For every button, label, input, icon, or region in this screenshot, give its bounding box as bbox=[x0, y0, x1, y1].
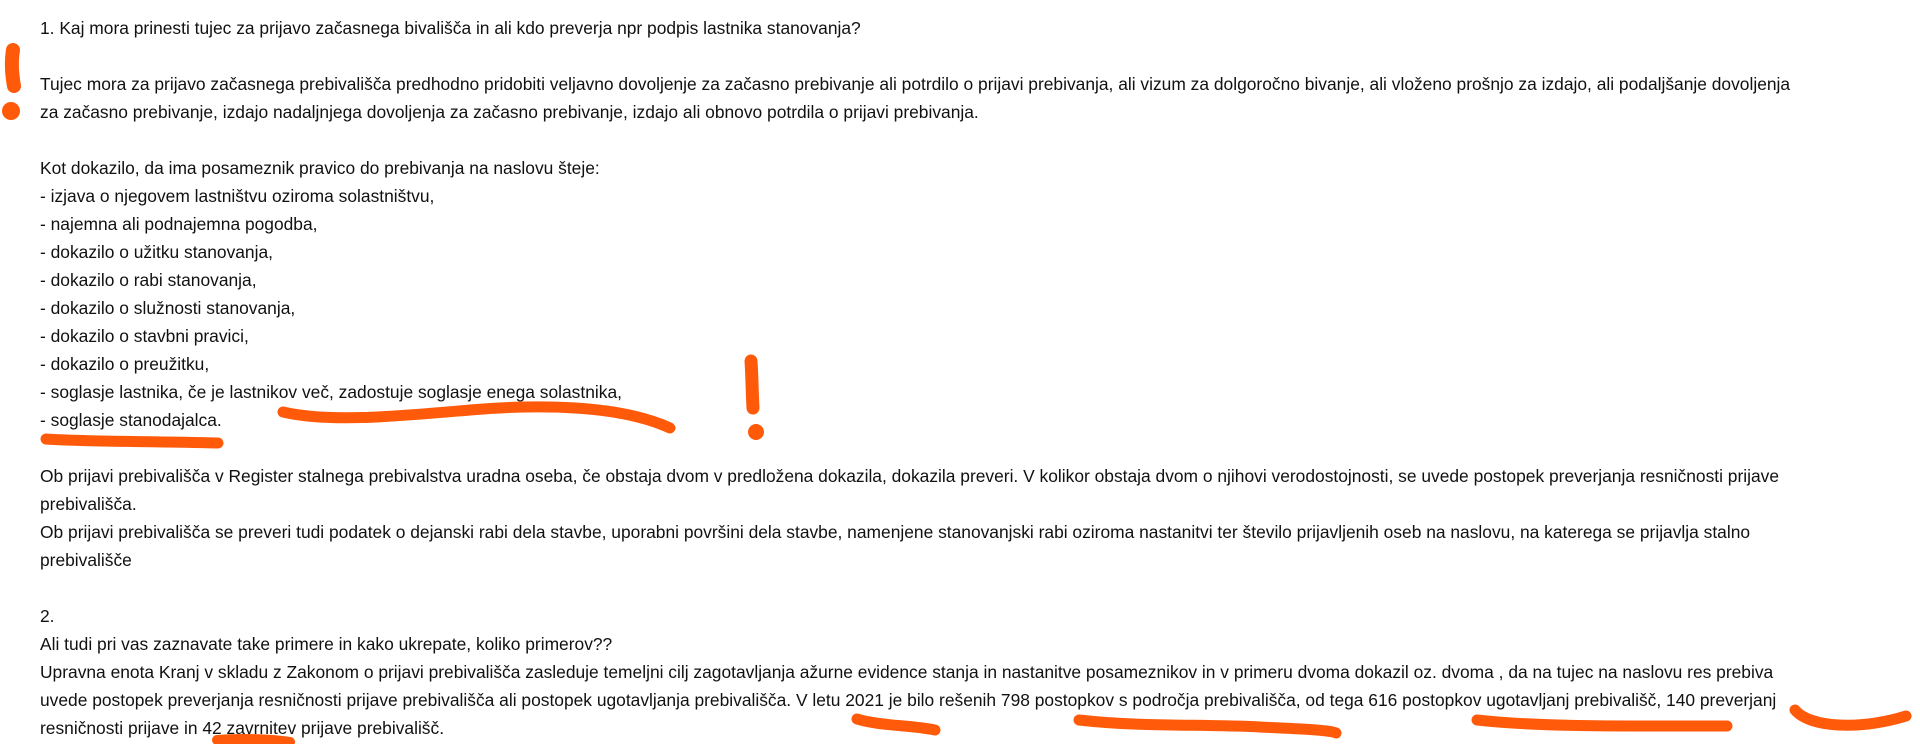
evidence-item: - dokazilo o stavbni pravici, bbox=[40, 326, 249, 346]
answer-2-line-2: uvede postopek preverjanja resničnosti prijave prebivališča ali postopek ugotavljanja prebivališča. V letu 2021 je bilo rešenih 798 postopkov s področja prebivališča, od tega 616 postopkov ugotavljanj prebivališč, 140 preverjanj bbox=[40, 690, 1777, 710]
verification-line-4: prebivališče bbox=[40, 550, 132, 570]
answer-1-line-1: Tujec mora za prijavo začasnega prebivališča predhodno pridobiti veljavno dovoljenje za začasno prebivanje ali potrdilo o prijavi prebivanja, ali vizum za dolgoročno bivanje, ali vloženo prošnjo za izdajo, ali podaljšanje dovoljenja bbox=[40, 74, 1791, 94]
answer-1-line-2: za začasno prebivanje, izdajo nadaljnjega dovoljenja za začasno prebivanje, izdajo ali obnovo potrdila o prijavi prebivanja. bbox=[40, 102, 979, 122]
verification-line-2: prebivališča. bbox=[40, 494, 137, 514]
document-body bbox=[40, 14, 1920, 742]
question-1: 1. Kaj mora prinesti tujec za prijavo začasnega bivališča in ali kdo preverja npr podpis lastnika stanovanja? bbox=[40, 18, 861, 38]
evidence-item: - dokazilo o rabi stanovanja, bbox=[40, 270, 257, 290]
evidence-item: - soglasje stanodajalca. bbox=[40, 410, 222, 430]
question-2: Ali tudi pri vas zaznavate take primere in kako ukrepate, koliko primerov?? bbox=[40, 634, 613, 654]
evidence-item: - dokazilo o užitku stanovanja, bbox=[40, 242, 273, 262]
evidence-item: - dokazilo o služnosti stanovanja, bbox=[40, 298, 296, 318]
question-2-number: 2. bbox=[40, 606, 55, 626]
answer-2-line-1: Upravna enota Kranj v skladu z Zakonom o prijavi prebivališča zasleduje temeljni cilj zagotavljanja ažurne evidence stanja in nastanitve posameznikov in v primeru dvoma dokazil oz. dvoma , da na tujec na naslovu res prebiva bbox=[40, 662, 1774, 682]
verification-line-1: Ob prijavi prebivališča v Register stalnega prebivalstva uradna oseba, če obstaja dvom v predložena dokazila, dokazila preveri. V kolikor obstaja dvom o njihovi verodostojnosti, se uvede postopek preverjanja resničnosti prijave bbox=[40, 466, 1780, 486]
answer-2-line-3: resničnosti prijave in 42 zavrnitev prijave prebivališč. bbox=[40, 718, 445, 738]
evidence-item: - najemna ali podnajemna pogodba, bbox=[40, 214, 318, 234]
exclamation-mark-left bbox=[12, 50, 14, 86]
evidence-intro: Kot dokazilo, da ima posameznik pravico do prebivanja na naslovu šteje: bbox=[40, 158, 600, 178]
exclamation-dot-left bbox=[2, 102, 20, 120]
verification-line-3: Ob prijavi prebivališča se preveri tudi podatek o dejanski rabi dela stavbe, uporabni površini dela stavbe, namenjene stanovanjski rabi oziroma nastanitvi ter število prijavljenih oseb na naslovu, na katerega se prijavlja stalno bbox=[40, 522, 1751, 542]
evidence-item: - dokazilo o preužitku, bbox=[40, 354, 210, 374]
evidence-item: - izjava o njegovem lastništvu oziroma solastništvu, bbox=[40, 186, 435, 206]
evidence-item: - soglasje lastnika, če je lastnikov več, zadostuje soglasje enega solastnika, bbox=[40, 382, 622, 402]
